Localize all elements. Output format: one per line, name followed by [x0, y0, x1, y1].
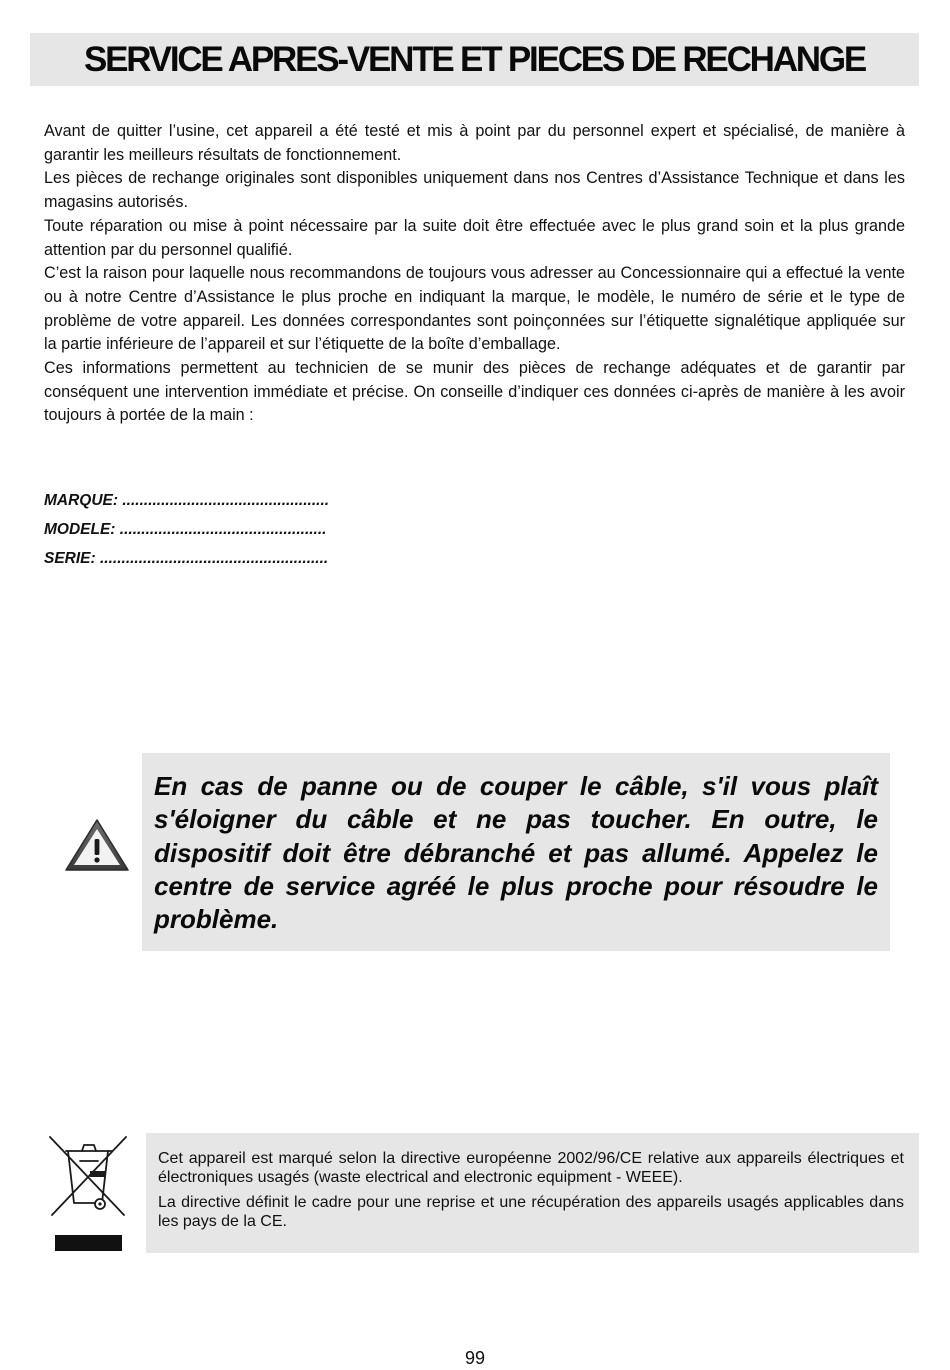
appliance-info-fields: [44, 486, 329, 573]
paragraph: Ces informations permettent au technicien de se munir des pièces de rechange adéquates et de garantir par conséquent une intervention immédiate et précise. On conseille d’indiquer ces données ci-après de manière à les avoir toujours à portée de la main :: [44, 359, 905, 425]
page-title: SERVICE APRES-VENTE ET PIECES DE RECHANGE: [83, 39, 866, 79]
paragraph: C’est la raison pour laquelle nous recommandons de toujours vous adresser au Concessionnaire qui a effectué la vente ou à notre Centre d’Assistance le plus proche en indiquant la marque, le modèle, le numéro de série et le type de problème de votre appareil. Les données correspondantes sont poinçonnées sur l’étiquette signalétique appliquée sur la partie inférieure de l’appareil et sur l’étiquette de la boîte d’emballage.: [44, 264, 905, 354]
title-banner: [30, 33, 919, 86]
warning-triangle-icon: [64, 818, 130, 872]
weee-paragraph: Cet appareil est marqué selon la directive européenne 2002/96/CE relative aux appareils électriques et électroniques usagés (waste electrical and electronic equipment - WEEE).: [158, 1150, 904, 1186]
weee-panel: [146, 1133, 919, 1253]
page-number: 99: [464, 1348, 486, 1368]
paragraph: Avant de quitter l’usine, cet appareil a été testé et mis à point par du personnel expert et spécialisé, de manière à garantir les meilleurs résultats de fonctionnement.: [44, 122, 905, 164]
paragraph: Toute réparation ou mise à point nécessaire par la suite doit être effectuée avec le plus grand soin et la plus grande attention par du personnel qualifié.: [44, 216, 905, 259]
model-field: MODELE: ................................................: [44, 521, 327, 538]
serial-field: SERIE: .....................................................: [44, 550, 329, 567]
warning-text: En cas de panne ou de couper le câble, s'il vous plaît s'éloigner du câble et ne pas toucher. En outre, le dispositif doit être débranché et pas allumé. Appelez le centre de service agréé le plus proche pour résoudre le problème.: [154, 771, 878, 935]
weee-text: [158, 1149, 904, 1237]
weee-paragraph: La directive définit le cadre pour une reprise et une récupération des appareils usagés applicables dans les pays de la CE.: [158, 1194, 904, 1230]
intro-text: [44, 120, 905, 428]
crossed-out-wheelie-bin-icon: [46, 1133, 130, 1253]
brand-field: MARQUE: ................................................: [44, 492, 330, 509]
warning-panel: [142, 753, 890, 951]
paragraph: Les pièces de rechange originales sont disponibles uniquement dans nos Centres d’Assistance Technique et dans les magasins autorisés.: [44, 169, 905, 212]
